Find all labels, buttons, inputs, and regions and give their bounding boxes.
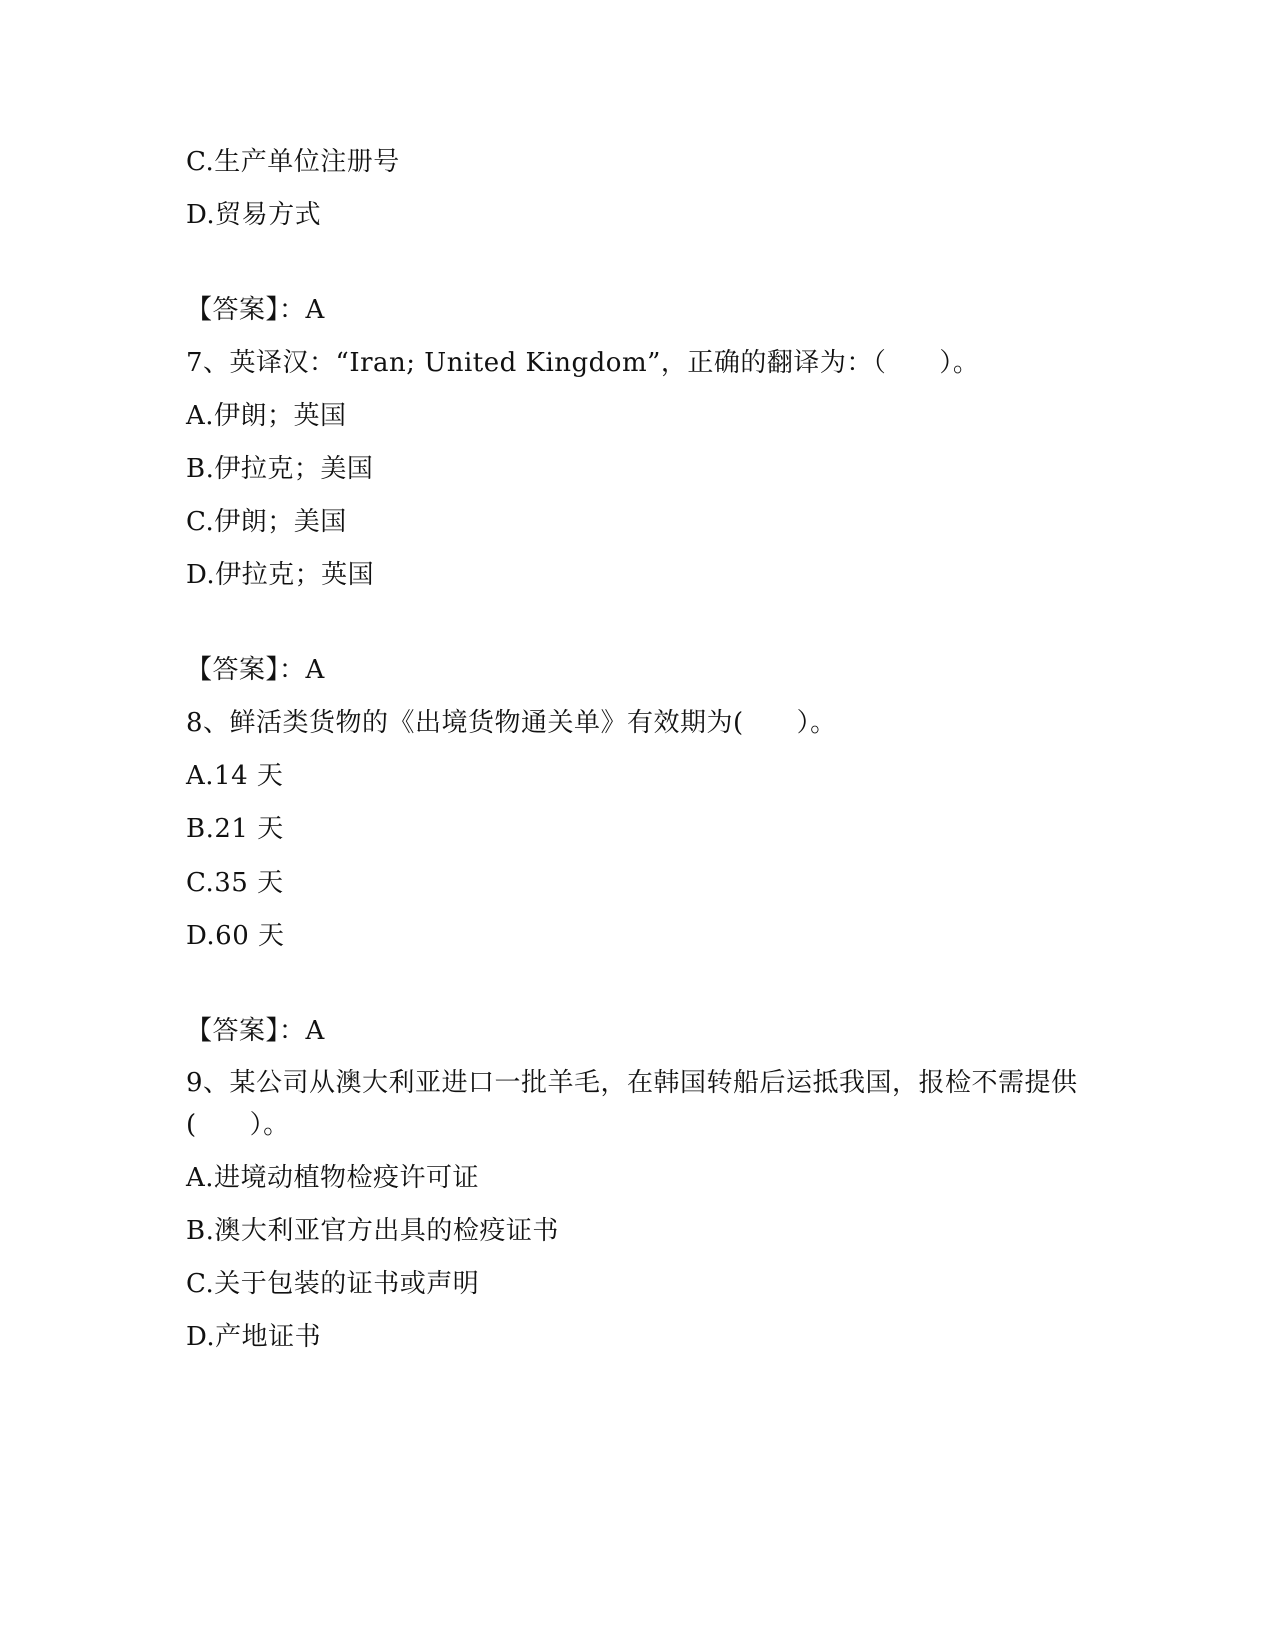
q7-question: 7、英译汉：“Iran; United Kingdom”，正确的翻译为：（ ）。: [186, 348, 980, 378]
q8-option-c: C.35 天: [186, 868, 284, 898]
q9-option-c: C.关于包装的证书或声明: [186, 1269, 480, 1299]
q7-answer: 【答案】：A: [186, 655, 325, 685]
q7-option-d: D.伊拉克；英国: [186, 560, 375, 590]
q8-question: 8、鲜活类货物的《出境货物通关单》有效期为( ）。: [186, 708, 837, 738]
q8-option-d: D.60 天: [186, 921, 285, 951]
q6-option-d: D.贸易方式: [186, 200, 322, 230]
q8-option-a: A.14 天: [186, 761, 284, 791]
q9-option-d: D.产地证书: [186, 1322, 322, 1352]
q7-option-c: C.伊朗；美国: [186, 507, 347, 537]
q8-answer: 【答案】：A: [186, 1016, 325, 1046]
q9-option-b: B.澳大利亚官方出具的检疫证书: [186, 1216, 559, 1246]
q9-option-a: A.进境动植物检疫许可证: [186, 1163, 480, 1193]
q9-question: 9、某公司从澳大利亚进口一批羊毛，在韩国转船后运抵我国，报检不需提供( ）。: [186, 1068, 1078, 1140]
q7-option-a: A.伊朗；英国: [186, 401, 347, 431]
q6-option-c: C.生产单位注册号: [186, 147, 400, 177]
q8-option-b: B.21 天: [186, 814, 284, 844]
q6-answer: 【答案】：A: [186, 295, 325, 325]
q7-option-b: B.伊拉克；美国: [186, 454, 374, 484]
